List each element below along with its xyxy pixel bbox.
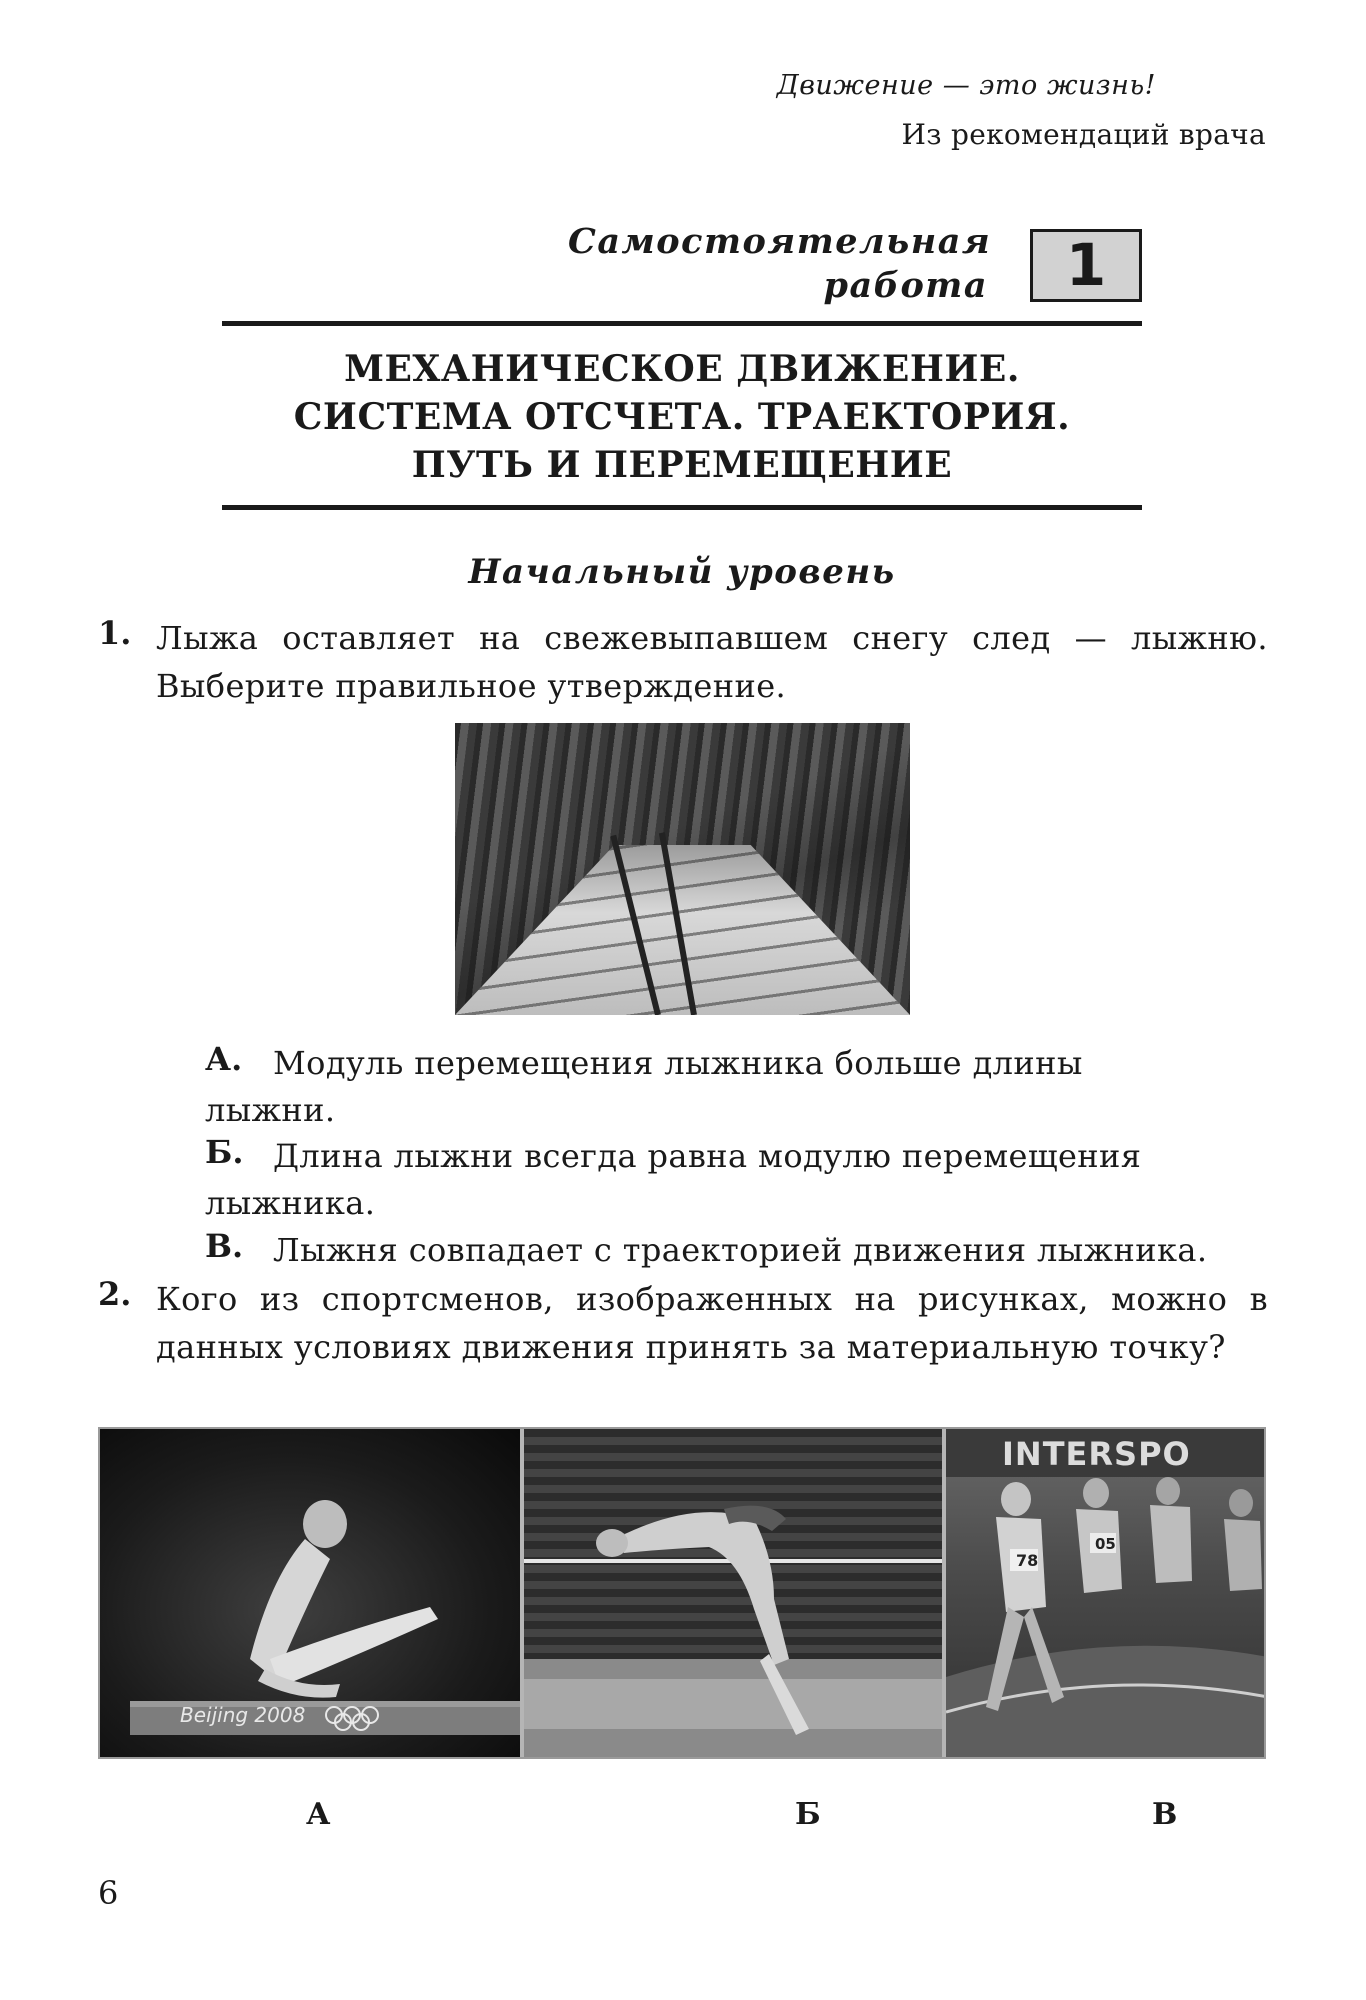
topic-line-1: МЕХАНИЧЕСКОЕ ДВИЖЕНИЕ. xyxy=(344,348,1020,390)
work-number-box: 1 xyxy=(1030,229,1142,302)
topic-title xyxy=(222,345,1142,489)
option-a-letter: А. xyxy=(205,1040,243,1078)
photo-high-jumper xyxy=(524,1429,942,1757)
beam-text: Beijing 2008 xyxy=(180,1703,306,1727)
bib-number-2: 05 xyxy=(1095,1535,1116,1553)
bib-number-1: 78 xyxy=(1016,1551,1039,1570)
banner-text: INTERSPO xyxy=(1002,1435,1191,1473)
topic-line-2: СИСТЕМА ОТСЧЕТА. ТРАЕКТОРИЯ. xyxy=(293,396,1071,438)
caption-v: В xyxy=(1152,1797,1178,1832)
high-jump-figure xyxy=(524,1429,942,1757)
question-2-text: Кого из спортсменов, изображенных на рисунках, можно в данных условиях движения принять за материальную точку? xyxy=(156,1280,1268,1366)
work-label-line1: Самостоятельная xyxy=(568,221,992,262)
epigraph-source: Из рекомендаций врача xyxy=(901,118,1266,151)
page-number: 6 xyxy=(98,1874,119,1912)
question-2-number: 2. xyxy=(98,1275,132,1313)
gymnast-figure xyxy=(100,1429,520,1757)
snow-road xyxy=(455,845,910,1015)
epigraph-quote: Движение — это жизнь! xyxy=(776,70,1156,101)
level-heading: Начальный уровень xyxy=(468,552,896,592)
sports-photos xyxy=(98,1427,1266,1759)
question-1-number: 1. xyxy=(98,614,132,652)
ski-track-photo xyxy=(455,723,910,1015)
option-v-letter: В. xyxy=(205,1227,244,1265)
olympic-rings-icon xyxy=(322,1705,402,1731)
option-a-text: Модуль перемещения лыжника больше длины лыжни. xyxy=(205,1044,1083,1129)
topic-rule-top xyxy=(222,321,1142,326)
caption-b: Б xyxy=(795,1797,821,1832)
photo-gymnast xyxy=(100,1429,520,1757)
work-label xyxy=(568,220,992,308)
topic-line-3: ПУТЬ И ПЕРЕМЕЩЕНИЕ xyxy=(411,444,953,486)
work-label-line2: работа xyxy=(823,265,988,306)
question-1-text: Лыжа оставляет на свежевыпавшем снегу след — лыжню. Выберите правильное утверждение. xyxy=(156,619,1268,705)
option-b-text: Длина лыжни всегда равна модулю перемещения лыжника. xyxy=(205,1137,1142,1222)
photo-runners xyxy=(946,1429,1266,1757)
topic-rule-bottom xyxy=(222,505,1142,510)
option-b-letter: Б. xyxy=(205,1133,244,1171)
option-v-text: Лыжня совпадает с траекторией движения лыжника. xyxy=(273,1231,1208,1269)
caption-a: А xyxy=(306,1797,331,1832)
runners-figure xyxy=(946,1477,1266,1757)
